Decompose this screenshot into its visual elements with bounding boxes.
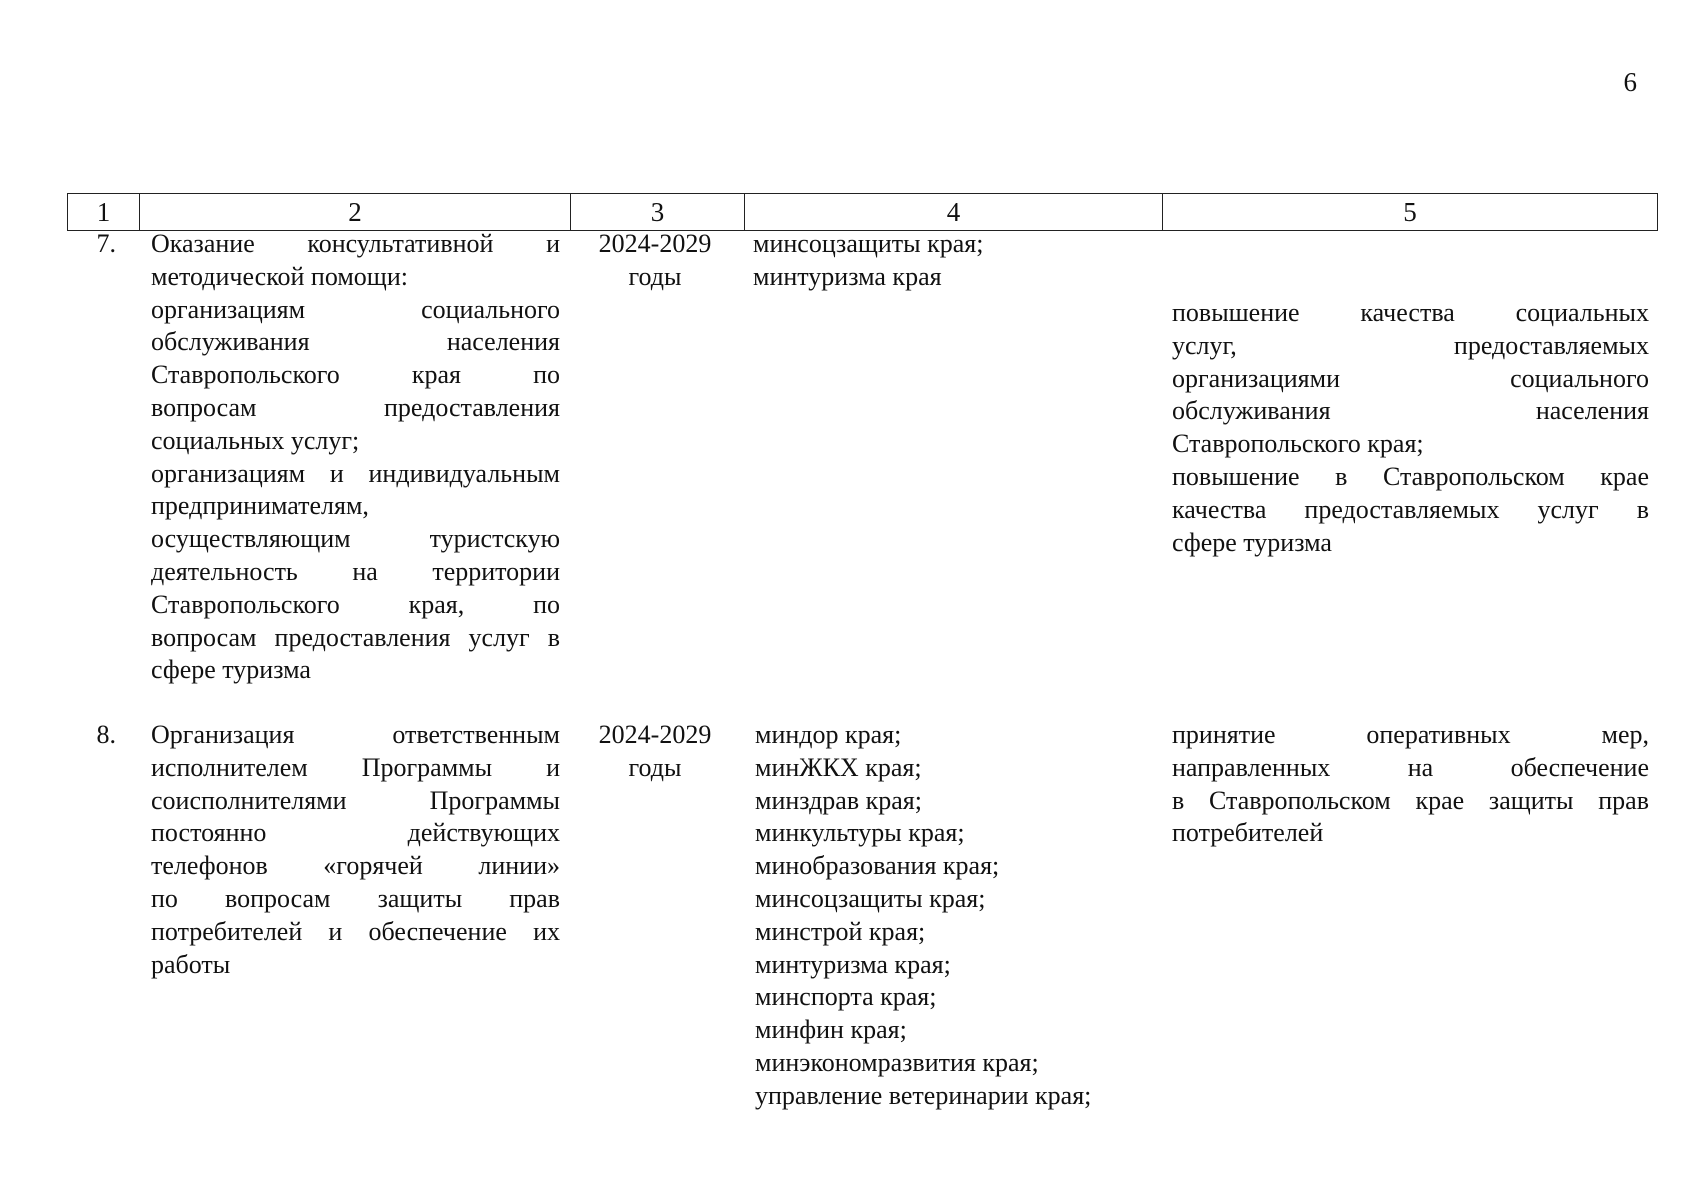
row-7-activity-line: методической помощи:	[151, 261, 408, 291]
table-header	[67, 193, 1658, 231]
row-7-activity-line: осуществляющим туристскую	[151, 524, 560, 554]
row-8-executor-line: минспорта края;	[755, 982, 937, 1012]
column-header-3: 3	[571, 194, 745, 231]
row-7-result-line: повышение в Ставропольском крае	[1172, 461, 1649, 491]
row-8-executor-line: минсоцзащиты края;	[755, 883, 986, 913]
row-8-activity-line: потребителей и обеспечение их	[151, 916, 560, 946]
row-8-result-line: направленных на обеспечение	[1172, 752, 1649, 782]
row-7-result-line: услуг, предоставляемых	[1172, 330, 1649, 360]
row-7-activity-line: организациям социального	[151, 294, 560, 324]
row-7-result-line: организациями социального	[1172, 363, 1649, 393]
row-7-activity-line: сфере туризма	[151, 655, 311, 685]
row-8-activity-line: работы	[151, 949, 231, 979]
row-7-activity-line: вопросам предоставления услуг в	[151, 622, 560, 652]
row-7-activity-line: предпринимателям,	[151, 491, 369, 521]
row-8-executor-line: минздрав края;	[755, 785, 922, 815]
row-7-result-line: сфере туризма	[1172, 527, 1332, 557]
row-8-executor-line: минЖКХ края;	[755, 752, 922, 782]
row-8-executor-line: миндор края;	[755, 720, 902, 749]
row-8-executor-line: минобразования края;	[755, 851, 1000, 881]
row-8-executor-line: минтуризма края;	[755, 949, 951, 979]
column-header-2: 2	[140, 194, 571, 231]
column-header-5: 5	[1163, 194, 1658, 231]
row-8-period-line: годы	[628, 752, 682, 782]
row-7-period-line: годы	[628, 261, 682, 291]
row-7-period	[580, 228, 730, 294]
row-8-executor-line: минэкономразвития края;	[755, 1047, 1039, 1077]
row-8-period-line: 2024-2029	[598, 720, 712, 749]
row-8-executor-line: минкультуры края;	[755, 818, 965, 848]
row-7-activity-line: вопросам предоставления	[151, 392, 560, 422]
row-8-activity-line: постоянно действующих	[151, 818, 560, 848]
page-number: 6	[1623, 67, 1637, 97]
row-8-activity-line: исполнителем Программы и	[151, 752, 560, 782]
row-8-result-line: в Ставропольском крае защиты прав	[1172, 785, 1649, 815]
row-8-result-line: принятие оперативных мер,	[1172, 720, 1649, 749]
row-7-activity-line: Оказание консультативной и	[151, 229, 560, 258]
row-7-activity-line: организациям и индивидуальным	[151, 458, 560, 488]
row-7-result-line: Ставропольского края;	[1172, 429, 1424, 459]
row-8-result-line: потребителей	[1172, 818, 1324, 848]
row-8-executor-line: минфин края;	[755, 1015, 907, 1045]
row-7-result-line: повышение качества социальных	[1172, 298, 1649, 327]
row-7-activity	[151, 228, 560, 687]
row-7-period-line: 2024-2029	[598, 229, 712, 258]
row-7-number: 7.	[96, 229, 116, 258]
row-7-activity-line: Ставропольского края по	[151, 360, 560, 390]
row-8-executor-line: управление ветеринарии края;	[755, 1080, 1092, 1110]
row-7-executor-line: минсоцзащиты края;	[753, 229, 984, 258]
row-7-activity-line: Ставропольского края, по	[151, 589, 560, 619]
row-7-result	[1172, 297, 1649, 559]
row-7-activity-line: социальных услуг;	[151, 425, 360, 455]
row-7-executors	[753, 228, 1153, 294]
column-header-1: 1	[68, 194, 140, 231]
row-8-number: 8.	[96, 720, 116, 749]
row-8-period	[580, 719, 730, 785]
row-8-activity-line: по вопросам защиты прав	[151, 883, 560, 913]
row-7-result-line: обслуживания населения	[1172, 396, 1649, 426]
row-8-result	[1172, 719, 1649, 850]
row-7-executor-line: минтуризма края	[753, 261, 942, 291]
row-7-activity-line: деятельность на территории	[151, 556, 560, 586]
column-header-4: 4	[745, 194, 1163, 231]
row-8-activity-line: Организация ответственным	[151, 720, 560, 749]
row-8-executor-line: минстрой края;	[755, 916, 926, 946]
row-7-result-line: качества предоставляемых услуг в	[1172, 494, 1649, 524]
row-7-activity-line: обслуживания населения	[151, 327, 560, 357]
row-8-activity	[151, 719, 560, 981]
row-8-executors	[755, 719, 1155, 1113]
row-8-activity-line: телефонов «горячей линии»	[151, 851, 560, 881]
row-8-activity-line: соисполнителями Программы	[151, 785, 560, 815]
